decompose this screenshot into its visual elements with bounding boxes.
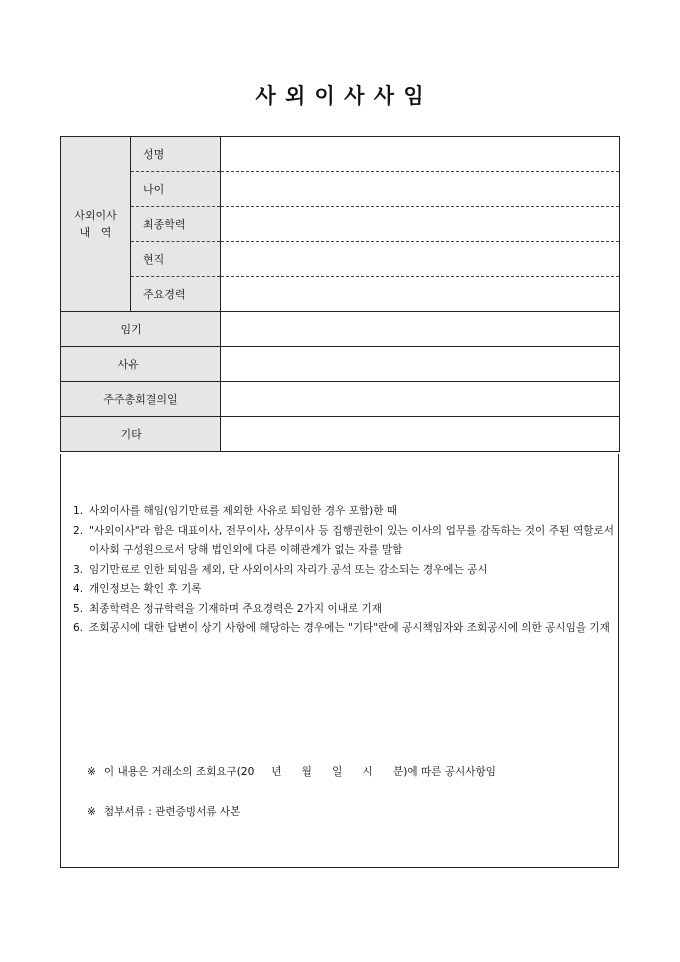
note-text: 개인정보는 확인 후 기록	[89, 583, 202, 595]
field-row-career	[61, 277, 620, 312]
notes-section	[60, 454, 619, 868]
disclosure-notice-text: 이 내용은 거래소의 조회요구(20 년 월 일 시 분)에 따른 공시사항임	[103, 766, 496, 778]
group-label-line2: 내 역	[79, 226, 112, 239]
row-term	[61, 312, 620, 347]
note-number: 1.	[73, 505, 84, 517]
notes-list	[73, 502, 614, 639]
value-age[interactable]	[221, 172, 620, 207]
note-item	[73, 502, 614, 522]
field-row-education	[61, 207, 620, 242]
note-item	[73, 522, 614, 561]
field-row-age	[61, 172, 620, 207]
value-other[interactable]	[221, 417, 620, 452]
note-number: 3.	[73, 563, 84, 576]
value-career[interactable]	[221, 277, 620, 312]
note-number: 2.	[73, 524, 84, 537]
page-title: 사 외 이 사 사 임	[255, 83, 425, 108]
note-text: 임기만료로 인한 퇴임을 제외, 단 사외이사의 자리가 공석 또는 감소되는 경우에는 공시	[89, 563, 488, 576]
note-text: 사외이사를 해임(임기만료를 제외한 사유로 퇴임한 경우 포함)한 때	[89, 505, 398, 517]
note-number: 6.	[73, 622, 84, 634]
label-term: 임기	[120, 323, 142, 336]
row-reason	[61, 347, 620, 382]
label-current-position: 현직	[131, 242, 221, 277]
note-text: 최종학력은 정규학력을 기재하며 주요경력은 2가지 이내로 기재	[89, 602, 383, 615]
disclosure-notice	[87, 764, 496, 779]
note-number: 4.	[73, 583, 84, 595]
label-reason: 사유	[117, 358, 139, 371]
attachment-text: 첨부서류 : 관련증빙서류 사본	[103, 806, 241, 818]
note-item	[73, 619, 614, 639]
row-meeting-date	[61, 382, 620, 417]
label-meeting-date: 주주총회결의일	[103, 393, 178, 406]
note-item	[73, 600, 614, 620]
reference-mark-icon: ※	[87, 766, 96, 778]
value-term[interactable]	[221, 312, 620, 347]
label-education: 최종학력	[131, 207, 221, 242]
note-item	[73, 580, 614, 600]
label-other: 기타	[120, 428, 142, 441]
note-number: 5.	[73, 602, 84, 615]
field-row-name	[61, 137, 620, 172]
value-name[interactable]	[221, 137, 620, 172]
row-other	[61, 417, 620, 452]
value-meeting-date[interactable]	[221, 382, 620, 417]
reference-mark-icon: ※	[87, 806, 96, 818]
note-text: "사외이사"라 함은 대표이사, 전무이사, 상무이사 등 집행권한이 있는 이사의 업무를 감독하는 것이 주된 역할로서 이사회 구성원으로서 당해 법인외에 다른 이해관계가 없는 자를 말함	[89, 524, 614, 556]
note-text: 조회공시에 대한 답변이 상기 사항에 해당하는 경우에는 "기타"란에 공시책임자와 조회공시에 의한 공시임을 기재	[89, 622, 610, 634]
resignation-form-table	[60, 136, 620, 452]
value-reason[interactable]	[221, 347, 620, 382]
note-item	[73, 561, 614, 581]
field-row-current-position	[61, 242, 620, 277]
label-career: 주요경력	[131, 277, 221, 312]
group-label-line1: 사외이사	[74, 209, 117, 222]
value-current-position[interactable]	[221, 242, 620, 277]
attachment-line	[87, 804, 240, 819]
label-name: 성명	[131, 137, 221, 172]
group-label-outside-director	[61, 137, 131, 312]
value-education[interactable]	[221, 207, 620, 242]
label-age: 나이	[131, 172, 221, 207]
